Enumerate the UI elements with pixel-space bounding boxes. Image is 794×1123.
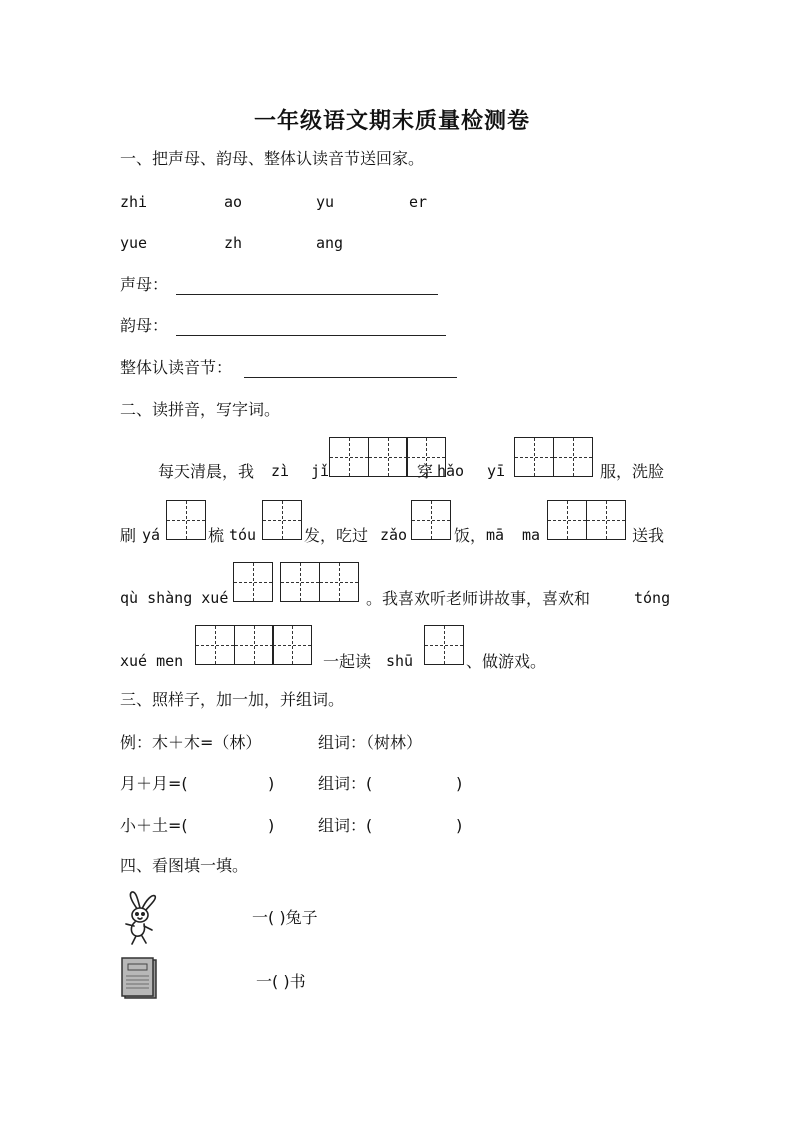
passage-text: 送我 — [632, 526, 665, 545]
section2-heading: 二、读拼音，写字词。 — [120, 400, 281, 419]
book-question: 一( )书 — [256, 972, 306, 991]
q1-formula-close: ) — [268, 774, 275, 793]
q2-formula-close: ) — [268, 816, 275, 835]
passage-text: 每天清晨，我 — [158, 462, 255, 481]
writing-grid[interactable] — [195, 625, 312, 665]
pinyin: tóu — [229, 526, 257, 544]
shengmu-label: 声母： — [120, 275, 169, 294]
passage-text: 一起读 — [323, 652, 372, 671]
pinyin: zǎo — [380, 526, 408, 544]
yunmu-answer-line[interactable] — [176, 315, 446, 336]
pinyin: qù shàng xué — [120, 589, 229, 607]
shengmu-answer-line[interactable] — [176, 274, 438, 295]
pinyin: mā — [486, 526, 505, 544]
writing-grid[interactable] — [262, 500, 302, 540]
q2-word: 组词：( — [318, 816, 373, 835]
syllable-zhi: zhi — [120, 193, 148, 211]
syllable-yue: yue — [120, 234, 148, 252]
book-icon — [120, 956, 160, 1002]
passage-text: 梳 — [208, 526, 225, 545]
zhengti-label: 整体认读音节： — [120, 358, 233, 377]
pinyin: zì — [271, 462, 290, 480]
pinyin: yá — [142, 526, 161, 544]
section1-heading: 一、把声母、韵母、整体认读音节送回家。 — [120, 149, 425, 168]
rabbit-icon — [118, 890, 160, 946]
pinyin: hǎo — [437, 462, 465, 480]
pinyin: jǐ — [311, 462, 330, 480]
pinyin: shū — [386, 652, 414, 670]
page-title: 一年级语文期末质量检测卷 — [254, 108, 531, 134]
passage-text: 穿 — [417, 462, 434, 481]
syllable-ang: ang — [316, 234, 344, 252]
example-formula: 例：木＋木=（林） — [120, 733, 262, 752]
yunmu-label: 韵母： — [120, 316, 169, 335]
q1-word: 组词：( — [318, 774, 373, 793]
q1-word-close: ) — [456, 774, 463, 793]
passage-text: 服，洗脸 — [600, 462, 665, 481]
q2-formula: 小＋土=( — [120, 816, 188, 835]
writing-grid[interactable] — [547, 500, 626, 540]
writing-grid[interactable] — [411, 500, 451, 540]
rabbit-question: 一( )兔子 — [252, 908, 318, 927]
writing-grid[interactable] — [424, 625, 464, 665]
passage-text: 发，吃过 — [304, 526, 369, 545]
syllable-yu: yu — [316, 193, 335, 211]
syllable-er: er — [409, 193, 428, 211]
writing-grid[interactable] — [166, 500, 206, 540]
pinyin: xué men — [120, 652, 184, 670]
q2-word-close: ) — [456, 816, 463, 835]
passage-text: 。我喜欢听老师讲故事，喜欢和 — [366, 589, 591, 608]
writing-grid[interactable] — [280, 562, 359, 602]
pinyin: yī — [487, 462, 506, 480]
passage-text: 、做游戏。 — [466, 652, 547, 671]
syllable-ao: ao — [224, 193, 243, 211]
pinyin: tóng — [634, 589, 671, 607]
passage-text: 刷 — [120, 526, 137, 545]
writing-grid[interactable] — [233, 562, 273, 602]
passage-text: 饭， — [454, 526, 487, 545]
example-word: 组词：（树林） — [318, 733, 423, 752]
zhengti-answer-line[interactable] — [244, 357, 457, 378]
q1-formula: 月＋月=( — [120, 774, 188, 793]
writing-grid[interactable] — [514, 437, 593, 477]
section3-heading: 三、照样子，加一加，并组词。 — [120, 690, 345, 709]
syllable-zh: zh — [224, 234, 243, 252]
pinyin: ma — [522, 526, 541, 544]
section4-heading: 四、看图填一填。 — [120, 856, 249, 875]
